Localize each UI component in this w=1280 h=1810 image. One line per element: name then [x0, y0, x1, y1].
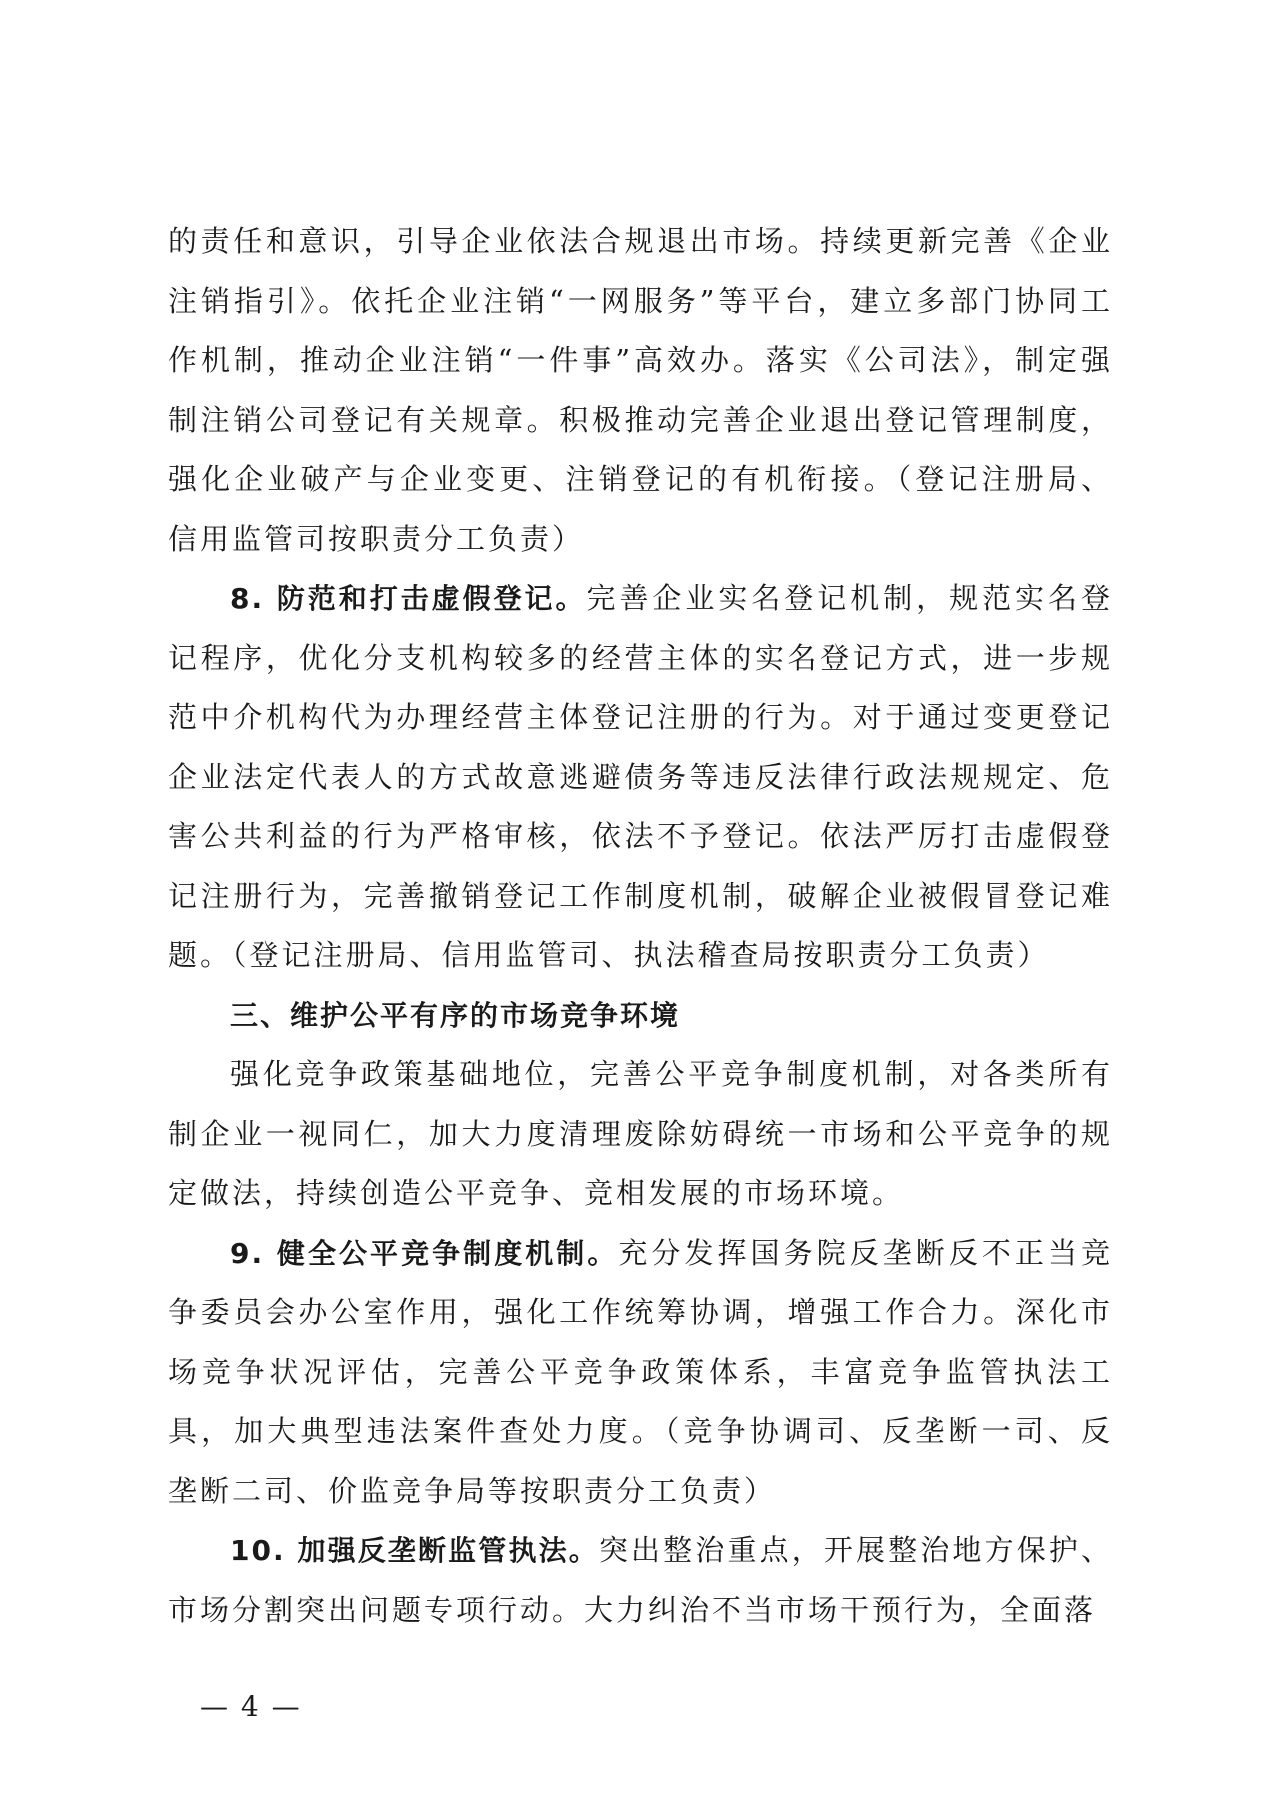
paragraph-lead: 8. 防范和打击虚假登记。 — [230, 582, 587, 615]
section-heading: 三、维护公平有序的市场竞争环境 — [230, 998, 681, 1032]
paragraph-item-8 — [168, 569, 1113, 986]
paragraph-item-10 — [168, 1521, 1113, 1640]
paragraph-text: 强化竞争政策基础地位，完善公平竞争制度机制，对各类所有制企业一视同仁，加大力度清理废除妨碍统一市场和公平竞争的规定做法，持续创造公平竞争、竞相发展的市场环境。 — [168, 1057, 1113, 1210]
paragraph-text: 充分发挥国务院反垄断反不正当竞争委员会办公室作用，强化工作统筹协调，增强工作合力。深化市场竞争状况评估，完善公平竞争政策体系，丰富竞争监管执法工具，加大典型违法案件查处力度。（竞争协调司、反垄断一司、反垄断二司、价监竞争局等按职责分工负责） — [168, 1235, 1113, 1508]
paragraph-continuation — [168, 212, 1113, 569]
paragraph-text: 突出整治重点，开展整治地方保护、市场分割突出问题专项行动。大力纠治不当市场干预行为，全面落 — [168, 1533, 1113, 1627]
page-number: — 4 — — [200, 1690, 302, 1723]
document-body — [168, 212, 1113, 1640]
paragraph-text: 完善企业实名登记机制，规范实名登记程序，优化分支机构较多的经营主体的实名登记方式，进一步规范中介机构代为办理经营主体登记注册的行为。对于通过变更登记企业法定代表人的方式故意逃避债务等违反法律行政法规规定、危害公共利益的行为严格审核，依法不予登记。依法严厉打击虚假登记注册行为，完善撤销登记工作制度机制，破解企业被假冒登记难题。（登记注册局、信用监管司、执法稽查局按职责分工负责） — [168, 581, 1113, 972]
section-intro — [168, 1045, 1113, 1224]
paragraph-item-9 — [168, 1224, 1113, 1522]
paragraph-lead: 10. 加强反垄断监管执法。 — [230, 1534, 599, 1567]
paragraph-text: 的责任和意识，引导企业依法合规退出市场。持续更新完善《企业注销指引》。依托企业注销“一网服务”等平台，建立多部门协同工作机制，推动企业注销“一件事”高效办。落实《公司法》，制定强制注销公司登记有关规章。积极推动完善企业退出登记管理制度，强化企业破产与企业变更、注销登记的有机衔接。（登记注册局、信用监管司按职责分工负责） — [168, 224, 1113, 556]
paragraph-lead: 9. 健全公平竞争制度机制。 — [230, 1236, 619, 1270]
